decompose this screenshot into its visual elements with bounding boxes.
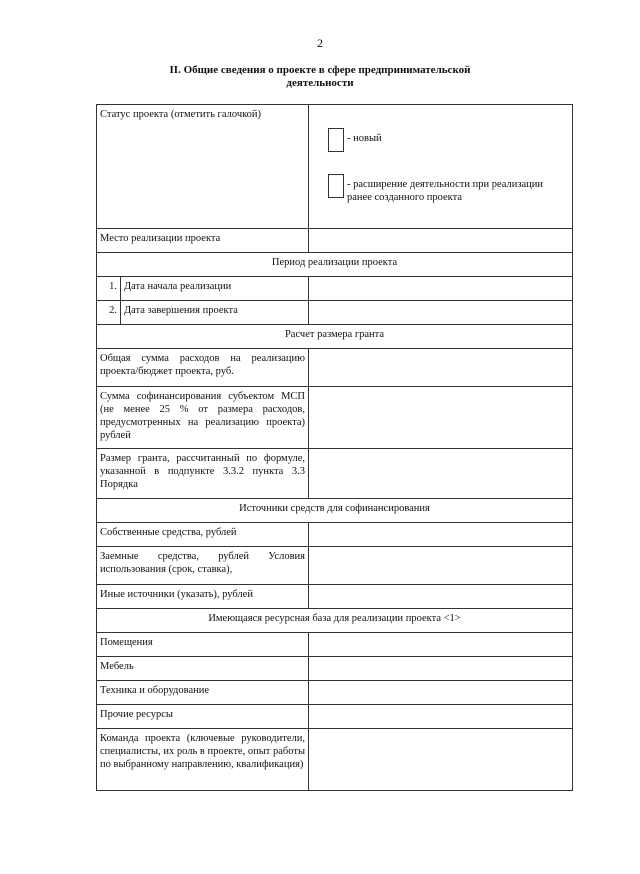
grant-row-2-label: Сумма софинансирования субъектом МСП (не менее 25 % от размера расходов, предусмотренных на реализацию проекта) рублей	[97, 387, 309, 449]
option-expand[interactable]	[328, 174, 569, 204]
place-value[interactable]	[309, 229, 573, 253]
project-info-table	[96, 104, 573, 791]
place-row	[97, 229, 573, 253]
grant-row-2-value[interactable]	[309, 387, 573, 449]
sources-row-2-value[interactable]	[309, 547, 573, 585]
sources-row-3-value[interactable]	[309, 585, 573, 609]
resources-row-2-value[interactable]	[309, 657, 573, 681]
option-expand-line2: ранее созданного проекта	[347, 192, 463, 203]
period-row-1-value[interactable]	[309, 277, 573, 301]
resources-row-4-value[interactable]	[309, 705, 573, 729]
grant-row-3-value[interactable]	[309, 449, 573, 499]
option-expand-label	[347, 174, 543, 204]
grant-row-1-value[interactable]	[309, 349, 573, 387]
resources-header-row	[97, 609, 573, 633]
status-label: Статус проекта (отметить галочкой)	[97, 105, 309, 229]
resources-row-3-value[interactable]	[309, 681, 573, 705]
sources-row-1	[97, 523, 573, 547]
period-row-2-num: 2.	[97, 301, 121, 325]
sources-row-1-label: Собственные средства, рублей	[97, 523, 309, 547]
period-row-1-num: 1.	[97, 277, 121, 301]
grant-header-row	[97, 325, 573, 349]
resources-row-3	[97, 681, 573, 705]
option-expand-line1: - расширение деятельности при реализации	[347, 179, 544, 190]
grant-row-3	[97, 449, 573, 499]
resources-header: Имеющаяся ресурсная база для реализации проекта <1>	[97, 609, 573, 633]
checkbox-new[interactable]	[328, 128, 344, 152]
period-header-row	[97, 253, 573, 277]
resources-row-1-label: Помещения	[97, 633, 309, 657]
grant-row-1-label: Общая сумма расходов на реализацию проекта/бюджет проекта, руб.	[97, 349, 309, 387]
option-new-label: - новый	[347, 133, 382, 144]
period-row-1	[97, 277, 573, 301]
status-row	[97, 105, 573, 229]
section-title	[150, 64, 490, 90]
resources-row-2-label: Мебель	[97, 657, 309, 681]
resources-row-3-label: Техника и оборудование	[97, 681, 309, 705]
period-row-2	[97, 301, 573, 325]
period-row-1-label: Дата начала реализации	[121, 277, 309, 301]
sources-row-1-value[interactable]	[309, 523, 573, 547]
resources-row-5-label: Команда проекта (ключевые руководители, специалисты, их роль в проекте, опыт работы по выбранному направлению, квалификация)	[97, 729, 309, 791]
grant-row-2	[97, 387, 573, 449]
resources-row-1-value[interactable]	[309, 633, 573, 657]
resources-row-4-label: Прочие ресурсы	[97, 705, 309, 729]
section-title-line1: II. Общие сведения о проекте в сфере предпринимательской	[169, 64, 471, 76]
section-title-line2: деятельности	[286, 77, 354, 89]
grant-header: Расчет размера гранта	[97, 325, 573, 349]
sources-row-2	[97, 547, 573, 585]
period-row-2-label: Дата завершения проекта	[121, 301, 309, 325]
sources-row-3	[97, 585, 573, 609]
period-row-2-value[interactable]	[309, 301, 573, 325]
status-options	[309, 105, 573, 229]
sources-row-2-label: Заемные средства, рублей Условия использования (срок, ставка),	[97, 547, 309, 585]
grant-row-1	[97, 349, 573, 387]
period-header: Период реализации проекта	[97, 253, 573, 277]
sources-header: Источники средств для софинансирования	[97, 499, 573, 523]
sources-header-row	[97, 499, 573, 523]
checkbox-expand[interactable]	[328, 174, 344, 198]
grant-row-3-label: Размер гранта, рассчитанный по формуле, указанной в подпункте 3.3.2 пункта 3.3 Порядка	[97, 449, 309, 499]
resources-row-4	[97, 705, 573, 729]
resources-row-5	[97, 729, 573, 791]
page-number: 2	[317, 36, 323, 50]
resources-row-2	[97, 657, 573, 681]
place-label: Место реализации проекта	[97, 229, 309, 253]
sources-row-3-label: Иные источники (указать), рублей	[97, 585, 309, 609]
resources-row-5-value[interactable]	[309, 729, 573, 791]
resources-row-1	[97, 633, 573, 657]
option-new[interactable]	[328, 128, 569, 152]
